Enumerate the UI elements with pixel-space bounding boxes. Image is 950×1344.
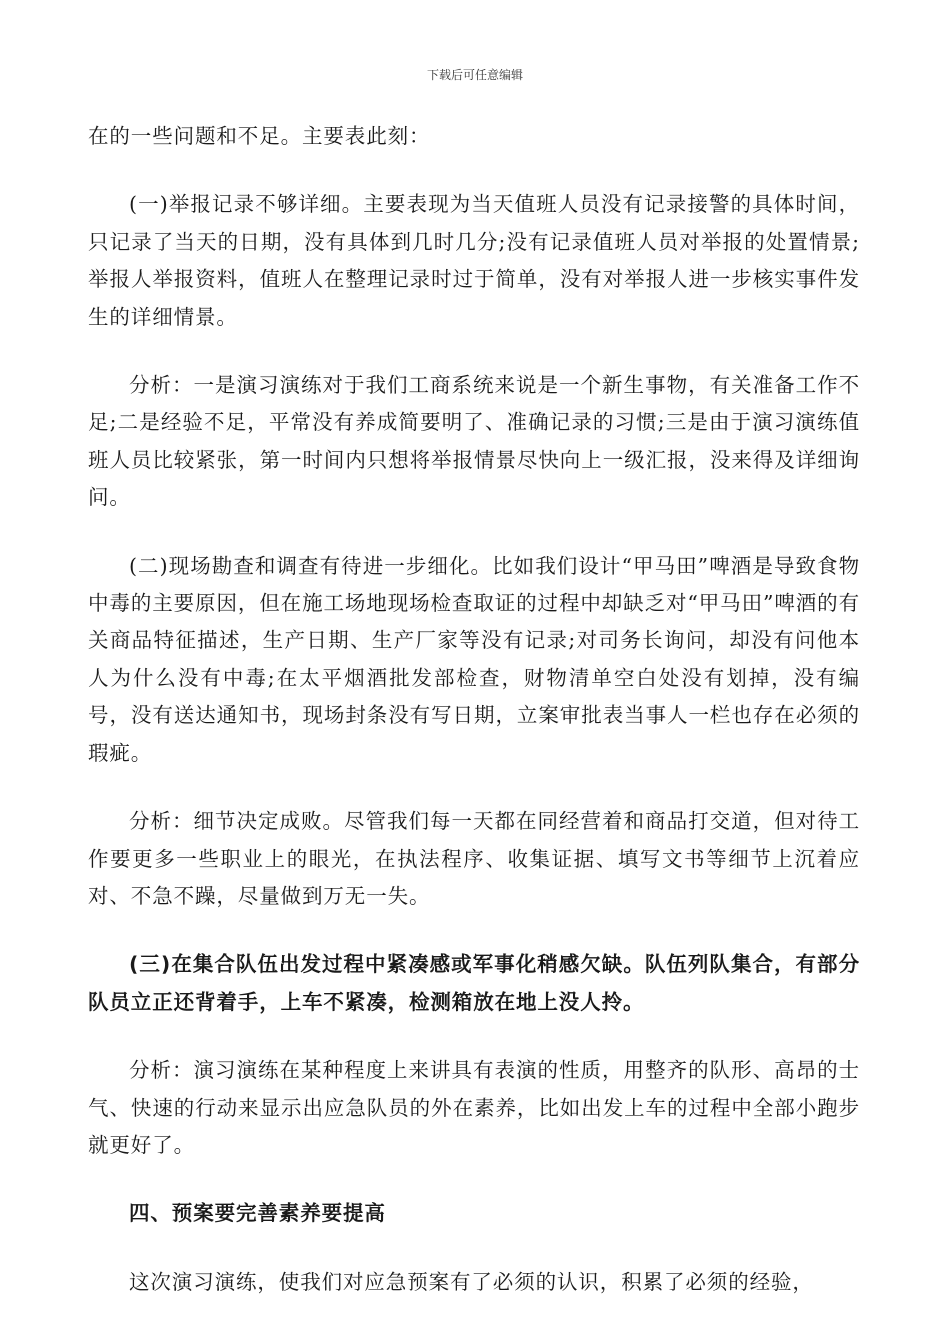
section-heading-4: 四、预案要完善素养要提高 [129,1201,386,1226]
paragraph-item-2: (二)现场勘查和调查有待进一步细化。比如我们设计“甲马田”啤酒是导致食物中毒的主要原因，但在施工场地现场检查取证的过程中却缺乏对“甲马田”啤酒的有关商品特征描述，生产日期、生产厂家等没有记录;对司务长询问，却没有问他本人为什么没有中毒;在太平烟酒批发部检查，财物清单空白处没有划掉，没有编号，没有送达通知书，现场封条没有写日期，立案审批表当事人一栏也存在必须的瑕疵。 [88,553,860,765]
paragraph-analysis-1: 分析：一是演习演练对于我们工商系统来说是一个新生事物，有关准备工作不足;二是经验不足，平常没有养成简要明了、准确记录的习惯;三是由于演习演练值班人员比较紧张，第一时间内只想将举报情景尽快向上一级汇报，没来得及详细询问。 [88,373,860,510]
paragraph-section-4-intro: 这次演习演练，使我们对应急预案有了必须的认识，积累了必须的经验， [129,1269,814,1294]
document-body [88,118,860,1332]
paragraph-item-3: (三)在集合队伍出发过程中紧凑感或军事化稍感欠缺。队伍列队集合，有部分队员立正还背着手，上车不紧凑，检测箱放在地上没人拎。 [88,952,860,1014]
paragraph-item-1: (一)举报记录不够详细。主要表现为当天值班人员没有记录接警的具体时间，只记录了当天的日期，没有具体到几时几分;没有记录值班人员对举报的处置情景;举报人举报资料，值班人在整理记录时过于简单，没有对举报人进一步核实事件发生的详细情景。 [88,192,860,329]
paragraph-analysis-3: 分析：演习演练在某种程度上来讲具有表演的性质，用整齐的队形、高昂的士气、快速的行动来显示出应急队员的外在素养，比如出发上车的过程中全部小跑步就更好了。 [88,1058,860,1157]
paragraph-continuation: 在的一些问题和不足。主要表此刻： [88,124,431,148]
page-header: 下载后可任意编辑 [426,68,523,82]
paragraph-analysis-2: 分析：细节决定成败。尽管我们每一天都在同经营着和商品打交道，但对待工作要更多一些职业上的眼光，在执法程序、收集证据、填写文书等细节上沉着应对、不急不躁，尽量做到万无一失。 [88,809,860,908]
